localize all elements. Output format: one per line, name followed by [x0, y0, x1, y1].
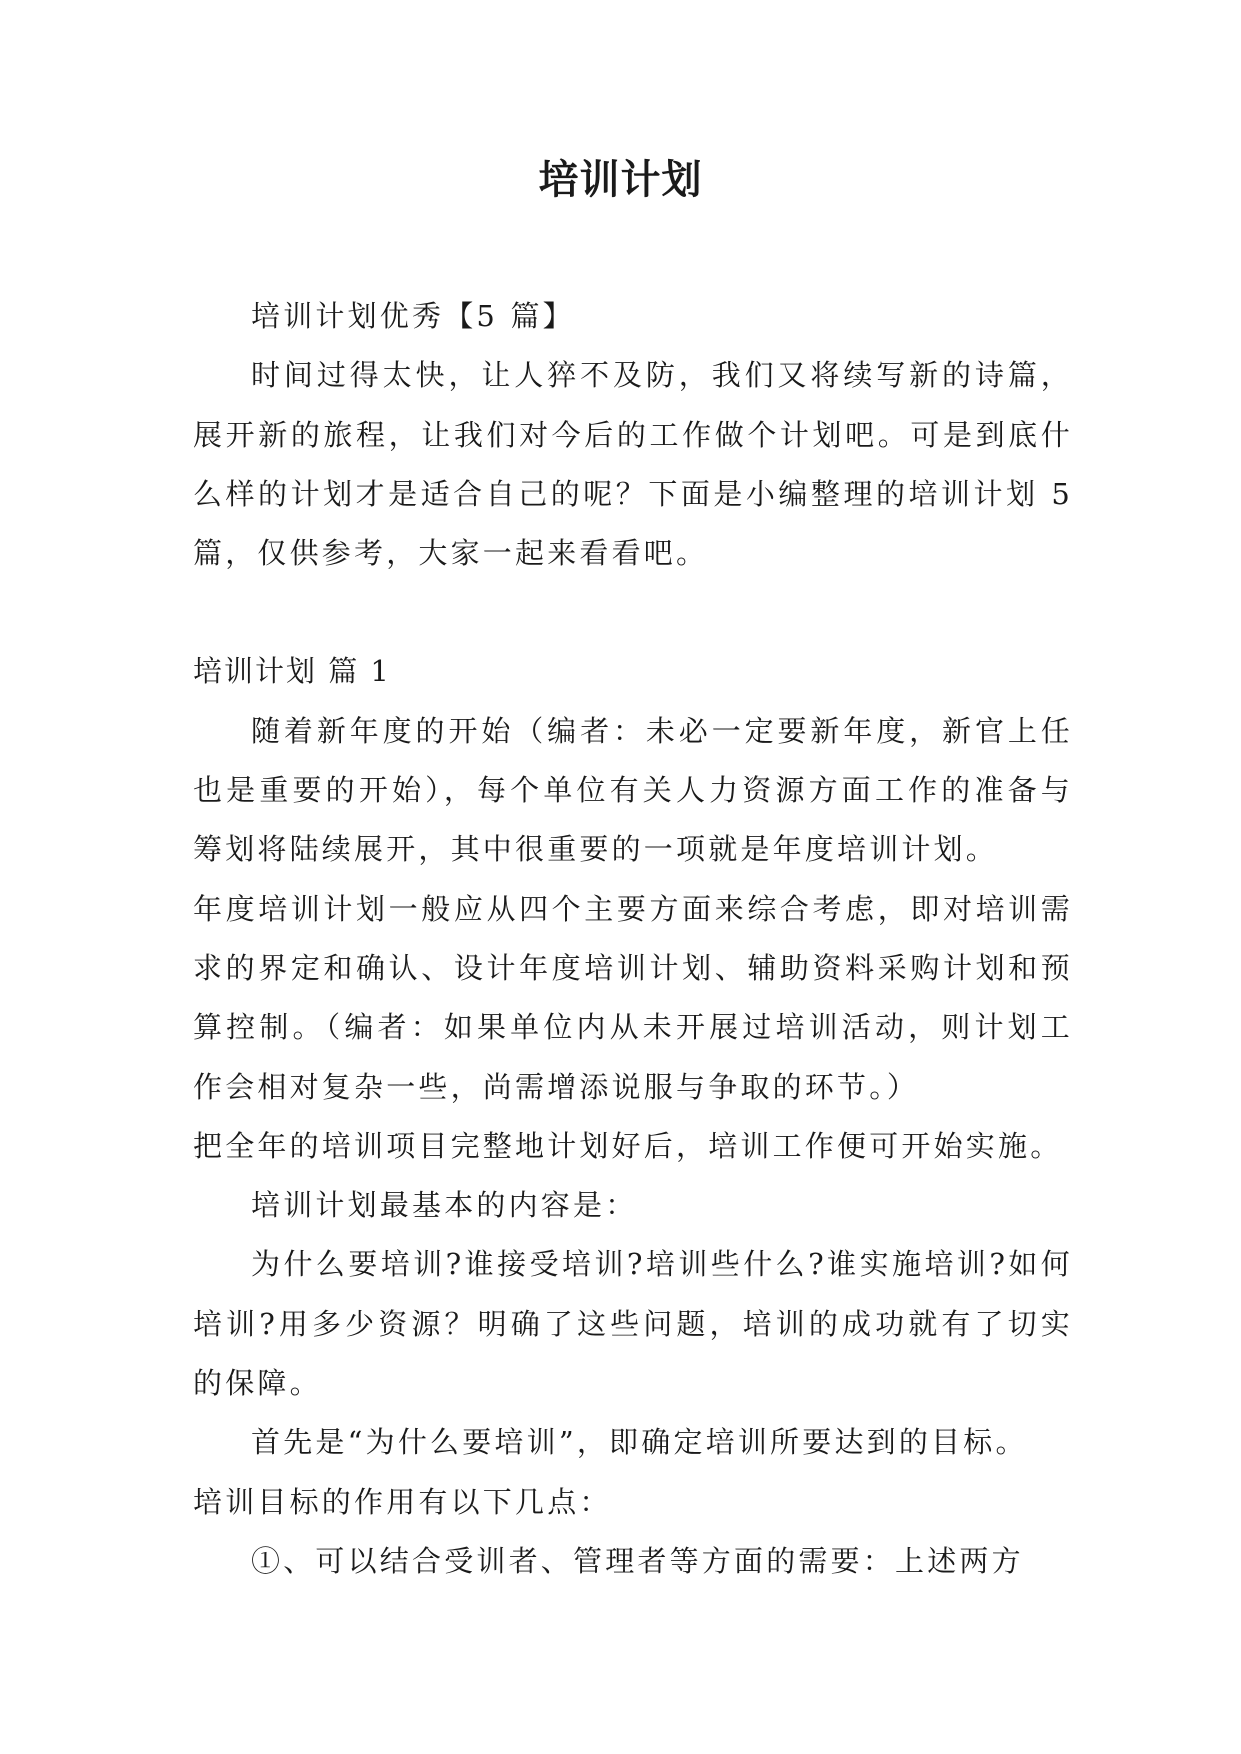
body-paragraph: 培训计划最基本的内容是：: [251, 1188, 638, 1223]
document-title: 培训计划: [538, 156, 703, 203]
body-paragraph: 把全年的培训项目完整地计划好后，培训工作便可开始实施。: [193, 1128, 1063, 1163]
body-paragraph: 为什么要培训?谁接受培训?培训些什么?谁实施培训?如何培训?用多少资源？明确了这些问题，培训的成功就有了切实的保障。: [193, 1247, 1073, 1401]
body-paragraph: 培训目标的作用有以下几点：: [193, 1484, 612, 1519]
section-heading: 培训计划 篇 1: [193, 654, 391, 689]
body-paragraph: 首先是“为什么要培训”，即确定培训所要达到的目标。: [251, 1425, 1028, 1460]
intro-paragraph: 时间过得太快，让人猝不及防，我们又将续写新的诗篇，展开新的旅程，让我们对今后的工作做个计划吧。可是到底什么样的计划才是适合自己的呢？下面是小编整理的培训计划 5 篇，仅供参考，大家一起来看看吧。: [193, 358, 1073, 571]
document-body: [193, 287, 1073, 1591]
body-paragraph: 随着新年度的开始（编者：未必一定要新年度，新官上任也是重要的开始），每个单位有关人力资源方面工作的准备与筹划将陆续展开，其中很重要的一项就是年度培训计划。: [193, 713, 1073, 867]
body-paragraph: ①、可以结合受训者、管理者等方面的需要：上述两方: [251, 1543, 1024, 1578]
section-spacer: [193, 583, 1073, 642]
body-paragraph: 年度培训计划一般应从四个主要方面来综合考虑，即对培训需求的界定和确认、设计年度培训计划、辅助资料采购计划和预算控制。（编者：如果单位内从未开展过培训活动，则计划工作会相对复杂一些，尚需增添说服与争取的环节。）: [193, 891, 1073, 1104]
document-subtitle: 培训计划优秀【5 篇】: [251, 299, 575, 333]
